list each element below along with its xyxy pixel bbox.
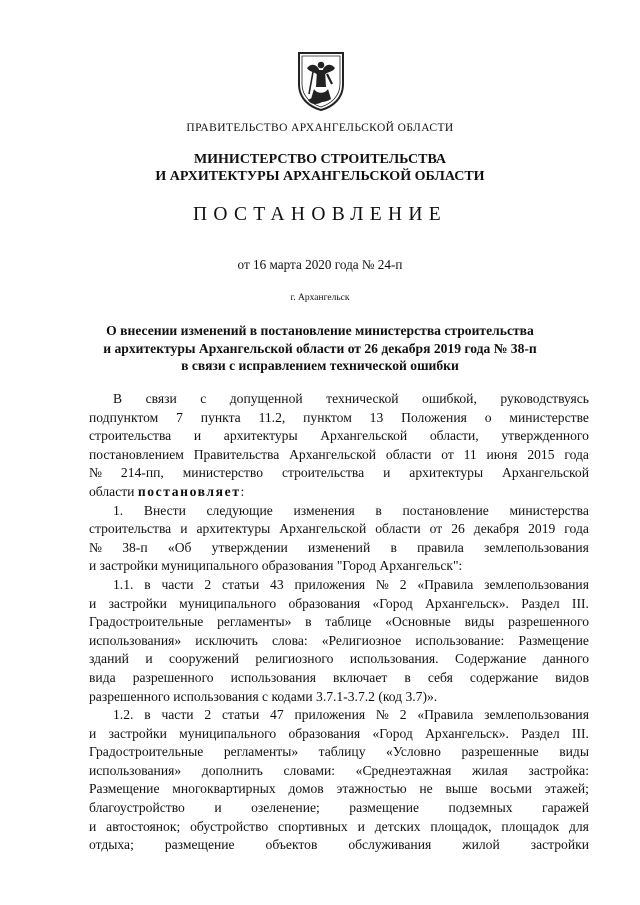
body-word: Градостроительные [89, 614, 204, 630]
body-word: и [145, 651, 153, 667]
body-word: муниципального [179, 595, 277, 611]
body-word: июня [486, 446, 518, 462]
body-word: и [193, 428, 202, 444]
ministry-name [0, 151, 640, 185]
body-word: Архангельской [320, 428, 408, 444]
body-line [89, 613, 589, 632]
body-word: в [375, 502, 382, 518]
body-word: Раздел [521, 725, 560, 741]
body-word: в [404, 669, 411, 685]
body-word: обслуживания [348, 837, 432, 853]
body-word: Размещение [518, 632, 589, 648]
body-word: размещение [164, 837, 235, 853]
body-word: статьи [221, 576, 260, 592]
body-line [89, 818, 589, 837]
body-word: приложения [294, 707, 366, 723]
body-word: пункта [200, 409, 241, 425]
body-word: статьи [221, 707, 260, 723]
body-word: 2 [204, 707, 212, 723]
body-word: восьми [490, 781, 532, 797]
document-date-number: от 16 марта 2020 года № 24-п [237, 257, 403, 272]
body-word: Архангельской [279, 521, 367, 537]
body-word: 43 [270, 576, 284, 592]
body-word: содержание [469, 669, 539, 685]
body-word: 38-п [122, 539, 148, 555]
body-word: гаражей [542, 800, 589, 816]
body-word: использования» [89, 632, 182, 648]
body-word: министерства [509, 502, 589, 518]
title-line: в связи с исправлением технической ошибки [181, 358, 459, 373]
body-word: правила [417, 539, 464, 555]
coat-of-arms-icon [296, 50, 346, 112]
body-word: утверждении [211, 539, 288, 555]
body-word: приложения [294, 576, 366, 592]
body-word: архитектуры [409, 465, 484, 481]
body-word: домов [288, 781, 324, 797]
body-line [89, 390, 589, 409]
body-line [89, 576, 589, 595]
body-word: подпунктом [89, 409, 159, 425]
body-word: застройка: [528, 762, 589, 778]
body-word: строительства [89, 521, 172, 537]
body-word: 214-пп, [120, 465, 164, 481]
body-word: «Город [372, 595, 413, 611]
body-word: Внести [143, 502, 186, 518]
body-word: руководствуясь [500, 391, 589, 406]
body-word: области, [429, 428, 479, 444]
body-word: религиозного [255, 651, 334, 667]
body-word: застройки [108, 725, 167, 741]
body-word: III. [571, 725, 589, 741]
body-word: видов [555, 669, 589, 685]
body-word: № [375, 576, 389, 592]
body-line [89, 483, 589, 502]
body-line [89, 502, 589, 521]
body-word: виды [464, 614, 495, 630]
body-word: выше [445, 781, 478, 797]
body-word: «Об [167, 539, 192, 555]
body-line [89, 595, 589, 614]
body-word: изменения [293, 502, 355, 518]
body-word: образования [288, 725, 361, 741]
body-line [89, 539, 589, 558]
body-word: министерство [182, 465, 264, 481]
body-word: области [385, 446, 432, 462]
body-line [89, 762, 589, 781]
title-line: и архитектуры Архангельской области от 26 декабря 2019 года № 38-п [103, 340, 537, 356]
body-word: и [214, 800, 222, 816]
body-word: допущенной [229, 391, 303, 406]
body-word: подземных [448, 800, 513, 816]
body-word: слова: [271, 632, 308, 648]
body-line [89, 799, 589, 818]
body-word: землепользования [484, 707, 589, 723]
body-word: министерстве [509, 409, 589, 425]
body-word: 2 [399, 576, 407, 592]
document-city: г. Архангельск [290, 293, 350, 303]
body-word: Размещение [89, 781, 160, 797]
body-word: Правительства [193, 446, 280, 462]
body-word: использования [230, 669, 316, 685]
body-word: этажей; [544, 781, 589, 797]
body-word: от [441, 446, 454, 462]
body-word: Архангельск». [425, 725, 509, 741]
body-word: землепользования [484, 539, 589, 555]
body-word: «Основные [385, 614, 451, 630]
body-word: дополнить [201, 762, 263, 778]
body-word: детских [374, 818, 421, 834]
body-line: разрешенного использования с кодами 3.7.1-3.7.2 (код 3.7)». [89, 688, 438, 704]
body-word: и [180, 521, 188, 537]
body-word: разрешенные [461, 744, 539, 760]
body-word: № [375, 707, 389, 723]
body-word: автостоянок; [106, 818, 181, 834]
body-word: застройки [108, 595, 167, 611]
body-word: от [429, 521, 443, 537]
body-word: утвержденного [501, 428, 589, 444]
body-word: 2 [399, 707, 407, 723]
body-word: № [89, 539, 102, 555]
body-word: 13 [369, 409, 384, 425]
body-word: года [564, 521, 589, 537]
body-word: объектов [265, 837, 318, 853]
body-word: и [89, 595, 97, 611]
body-word: исключить [195, 632, 258, 648]
body-word: 2 [204, 576, 212, 592]
body-word: разрешенного [508, 614, 589, 630]
body-line: и застройки муниципального образования "Город Архангельск": [89, 558, 463, 574]
body-word: 11.2, [258, 409, 286, 425]
body-word: использования» [89, 762, 182, 778]
body-word: и [357, 818, 365, 834]
body-word: регламенты» [223, 744, 299, 760]
resolution-word: постановляет [137, 483, 241, 499]
body-word: и [383, 465, 391, 481]
body-word: этажностью [336, 781, 407, 797]
body-word: обустройство [190, 818, 269, 834]
body-line [89, 464, 589, 483]
body-word: использования. [349, 651, 439, 667]
body-word: 11 [463, 446, 477, 462]
body-word: 2019 [528, 521, 556, 537]
body-word: в [144, 707, 151, 723]
government-name: ПРАВИТЕЛЬСТВО АРХАНГЕЛЬСКОЙ ОБЛАСТИ [186, 122, 454, 134]
body-word: озеленение; [251, 800, 320, 816]
body-line [89, 669, 589, 688]
body-word: 26 [451, 521, 465, 537]
body-line [89, 650, 589, 669]
body-word: архитектуры [223, 428, 298, 444]
body-word: Архангельской [289, 446, 377, 462]
body-line [89, 706, 589, 725]
body-word: «Правила [417, 576, 474, 592]
ministry-line: И АРХИТЕКТУРЫ АРХАНГЕЛЬСКОЙ ОБЛАСТИ [155, 169, 485, 184]
body-word: землепользования [484, 576, 589, 592]
body-word: пунктом [303, 409, 352, 425]
body-word: в [144, 576, 151, 592]
ministry-line: МИНИСТЕРСТВО СТРОИТЕЛЬСТВА [193, 152, 447, 167]
body-word: таблицу [318, 744, 366, 760]
body-word: области [375, 521, 421, 537]
body-word: части [161, 707, 194, 723]
body-word: изменений [308, 539, 371, 555]
body-word: постановлением [89, 446, 184, 462]
body-word: с [200, 391, 207, 406]
body-word: виды [559, 744, 589, 760]
body-text: : [240, 483, 245, 499]
body-word: 1.1. [113, 576, 134, 592]
body-word: о [484, 409, 492, 425]
body-word: многоквартирных [172, 781, 276, 797]
body-line [89, 780, 589, 799]
body-word: 1. [113, 502, 124, 518]
body-word: 7 [176, 409, 183, 425]
body-word: «Город [372, 725, 413, 741]
body-word: данного [542, 651, 589, 667]
body-word: декабря [473, 521, 520, 537]
body-word: благоустройство [89, 800, 185, 816]
body-word: Положения [401, 409, 467, 425]
body-word: Раздел [521, 595, 560, 611]
body-word: регламенты» [217, 614, 292, 630]
body-word: вида [89, 669, 116, 685]
body-word: постановление [402, 502, 489, 518]
body-word: № [89, 465, 102, 481]
body-word: части [161, 576, 194, 592]
body-line [89, 632, 589, 651]
body-word: и [89, 725, 97, 741]
body-word: «Религиозное [321, 632, 402, 648]
body-line [89, 427, 589, 446]
body-line [89, 836, 589, 855]
body-word: В [113, 391, 123, 406]
body-word: застройки [530, 837, 589, 853]
body-word: 2015 [527, 446, 555, 462]
body-line [89, 743, 589, 762]
body-word: словами: [283, 762, 336, 778]
body-word: «Условно [386, 744, 441, 760]
body-word: и [89, 818, 97, 834]
body-word: отдыха; [89, 837, 134, 853]
body-word: площадок [501, 818, 560, 834]
body-word: зданий [89, 651, 129, 667]
body-word: технической [326, 391, 399, 406]
body-word: спортивных [278, 818, 348, 834]
body-word: использование: [415, 632, 505, 648]
body-word: 1.2. [113, 707, 134, 723]
body-word: в [305, 614, 312, 630]
body-word: разрешенного [132, 669, 214, 685]
document-type: ПОСТАНОВЛЕНИЕ [193, 204, 447, 225]
body-word: площадок, [430, 818, 492, 834]
body-word: жилая [471, 762, 508, 778]
body-word: связи [145, 391, 177, 406]
body-word: Содержание [455, 651, 527, 667]
body-word: строительства [281, 465, 365, 481]
body-word: 47 [270, 707, 284, 723]
body-word: Градостроительные [89, 744, 204, 760]
body-word: «Среднеэтажная [355, 762, 452, 778]
body-line [89, 520, 589, 539]
document-title [0, 322, 640, 375]
body-word: себя [427, 669, 453, 685]
body-word: следующие [206, 502, 273, 518]
body-word: Архангельск». [425, 595, 509, 611]
body-word: не [419, 781, 433, 797]
body-line [89, 446, 589, 465]
title-line: О внесении изменений в постановление министерства строительства [106, 323, 534, 338]
body-word: размещение [349, 800, 420, 816]
body-word: ошибкой, [422, 391, 477, 406]
body-word: сооружений [169, 651, 239, 667]
body-line [89, 409, 589, 428]
body-word: III. [571, 595, 589, 611]
body-word: строительства [89, 428, 172, 444]
body-word: жилой [462, 837, 500, 853]
body-word: Архангельской [502, 465, 589, 481]
body-text: области [89, 483, 138, 499]
body-word: архитектуры [196, 521, 271, 537]
body-line [89, 725, 589, 744]
body-word: образования [288, 595, 361, 611]
body-word: года [564, 446, 589, 462]
body-word: включает [333, 669, 388, 685]
body-word: для [568, 818, 589, 834]
body-word: муниципального [179, 725, 277, 741]
body-word: таблице [325, 614, 372, 630]
body-word: «Правила [417, 707, 474, 723]
document-body [89, 390, 589, 855]
body-word: в [390, 539, 397, 555]
